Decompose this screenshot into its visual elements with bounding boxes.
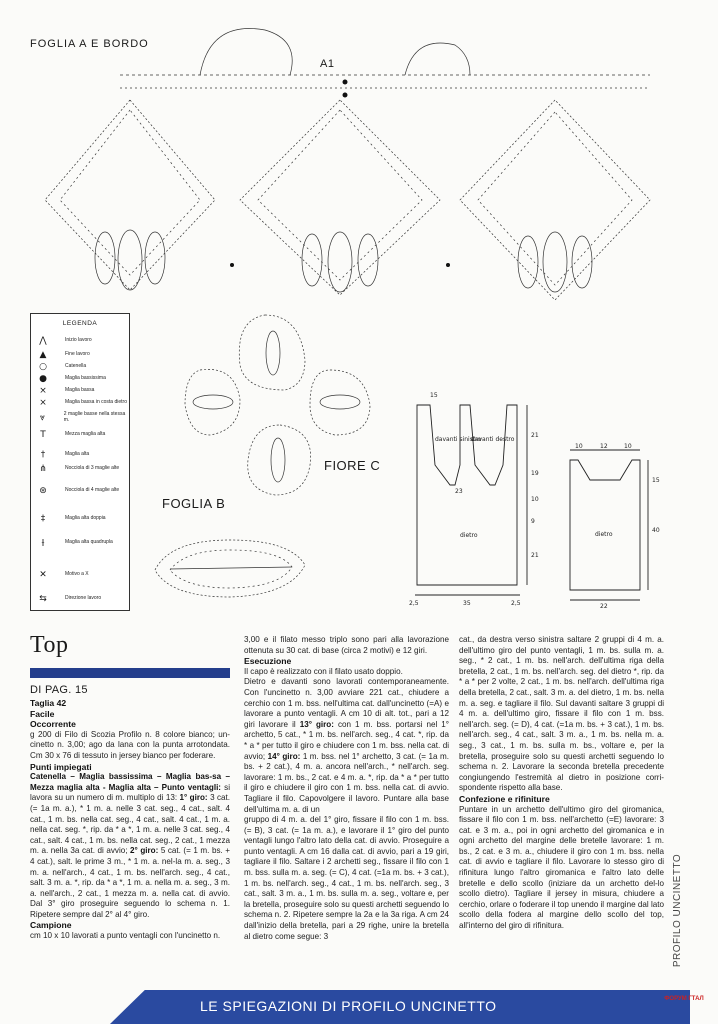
leaf-a-2 (240, 100, 440, 295)
legend-row: ‡ Maglia alta doppia (35, 514, 127, 524)
svg-text:35: 35 (463, 600, 471, 607)
svg-text:22: 22 (600, 603, 608, 610)
diagram-marker-a1: A1 (320, 58, 335, 70)
svg-text:40: 40 (652, 527, 660, 534)
article-title: Top (30, 632, 69, 658)
svg-text:19: 19 (531, 470, 539, 477)
schema-label-davanti-sinistro: davanti sinistro (435, 436, 482, 443)
svg-text:10: 10 (624, 443, 632, 450)
increase-icon: ⩔ (39, 412, 45, 423)
legend-row: ⊛ Nocciola di 4 maglie alte (35, 486, 127, 496)
schema-back-label: dietro (595, 531, 613, 538)
svg-text:21: 21 (531, 432, 539, 439)
footer-title: LE SPIEGAZIONI DI PROFILO UNCINETTO (200, 998, 497, 1014)
svg-text:15: 15 (430, 392, 438, 399)
article-column-1: Taglia 42 Facile Occorrente g 200 di Filo di Scozia Profilo n. 8 colore bianco; un-cinetto n. 3,00; ago da lana con la punta arrotondata. Cm 30 x 76 di tessuto in jersey bianco per foderare. Punti impiegati Catenella – Maglia bassissima – Maglia bas-sa – Mezza maglia alta - Maglia alta – Punto ventagli: si lavora su un numero di m. multiplo di 13: 1° giro: 3 cat. (= 1a m. a.), * 1 m. a. nelle 3 cat. seg., 4 cat., salt. 4 cat., 1 m. bs. nella cat. seg., 4 cat., salt. 4 cat., 1 m. a. nella cat. seg. *, rip. da * a *, 1 m. a. nelle 3 cat. seg., 4 cat., salt. 4 cat., 1 m. bs. nella cat. seg., 2 cat., 1 mezza m. a. nella 3a cat. di avvio; 2° giro: 5 cat. (= 1 m. bs. + 4 cat.), salt. le prime 3 m., * 1 m. a. nel-la m. a. seg., 3 m. a. nell'arch., 4 cat., 1 m. bs. nell'arch. seg., 4 cat., salt. 3 m. a. *, rip. da * a *, 1 m. a. nella m. a. seg., 3 m. a. nell'arch., 2 cat., 1 mezza m. a. nella cat. di avvio. Dal 3° giro proseguire seguendo lo schema n. 1. Ripetere sempre dal 2° al 4° giro. Campione cm 10 x 10 lavorati a punto ventagli con l'uncinetto n. (30, 698, 231, 941)
quadruple-treble-icon: ⫲ (41, 538, 45, 548)
svg-text:21: 21 (531, 552, 539, 559)
chain-icon: ○ (39, 362, 47, 372)
svg-text:23: 23 (455, 488, 463, 495)
single-crochet-icon: × (39, 386, 47, 396)
schema-body (405, 385, 555, 610)
slip-stitch-icon: ● (39, 374, 47, 384)
start-icon: ⋀ (39, 336, 47, 346)
legend-row: ● Maglia bassissima (35, 374, 127, 384)
legend-title: LEGENDA (62, 320, 98, 327)
legend-row: ⋔ Nocciola di 3 maglie alte (35, 464, 127, 474)
title-accent-bar (30, 668, 230, 678)
article-column-2: 3,00 e il filato messo triplo sono pari alla lavorazione ottenuta su 30 cat. di base (circa 2 motivi) e 12 giri. Esecuzione Il capo è realizzato con il filato usato doppio. Dietro e davanti sono lavorati contemporaneamente. Con l'uncinetto n. 3,00 avviare 221 cat., chiudere a cerchio con 1 m. bss. nell'ultima cat. dall'uncinetto (=A) e lavorare a punto ventagli. A cm 10 di alt. tot., pari a 12 giri lavorare il 13° giro: con 1 m. bss. portarsi nel 1° archetto, 5 cat., * 1 m. bs. nell'arch. seg., 4 cat. *, rip. da * a * per tutto il giro e chiudere con 1 m. bss. nella cat. di avvio; 14° giro: 1 m. bss. nel 1° archetto, 3 cat. (= 1a m. bs. + 2 cat.), 4 m. a. ancora nell'arch., * nell'arch. seg. lavorare: 1 m. bs., 2 cat. e 4 m. a. *, rip. da * a * per tutto il giro e chiudere il giro con 1 m. bss. nella cat. di avvio. Tagliare il filo. Capovolgere il lavoro. Puntare alla base dell'ultima m. a. di un gruppo di 4 m. a. del 1° giro, fissare il filo con 1 m. bss. (= B), 3 cat. (= 1a m. a.), e lavorare il 1° giro del punto ventagli lungo l'altro lato della cat. di avvio. Proseguire a punto ventagli. A cm 16 dalla cat. di avvio, pari a 19 giri, tagliare il filo. Saltare i 2 archetti seg., fissare il filo con 1 m. bss. sulla m. a. seg. (= C), 4 cat. (=1a m. bs. + 3 cat.), 1 m. bs. nell'arch. seg., 4 cat., 1 m. bs. nell'arch. seg., 3 cat., salt. 3 m. a., 1 m. bs. sulla m. a. seg., voltare e, per la bretella, proseguire solo su questi archetti seguendo lo schema n. 2. Ripetere sempre la 2a e la 3a riga. A cm 24 dall'inizio della bretella, pari a 29 righe, unire la bretella al dietro come segue: 3 (244, 635, 450, 941)
double-crochet-icon: † (40, 450, 46, 460)
side-section-label: PROFILO UNCINETTO (672, 853, 684, 967)
legend-row: ⩔ 2 maglie basse nella stessa m. (35, 412, 127, 423)
legend-row: ✕ Motivo a X (35, 570, 127, 580)
schema-label-davanti-destro: davanti destro (471, 436, 515, 443)
svg-text:10: 10 (531, 496, 539, 503)
direction-arrow-icon: ⇆ (39, 594, 47, 604)
legend-row: † Maglia alta (35, 450, 127, 460)
svg-text:2,5: 2,5 (511, 600, 521, 607)
article (0, 620, 718, 1024)
legend-row: × Maglia bassa (35, 386, 127, 396)
bobble-3-icon: ⋔ (39, 464, 47, 474)
svg-text:15: 15 (652, 477, 660, 484)
legend-row: T Mezza maglia alta (35, 430, 127, 440)
label-fiore-c: FIORE C (324, 458, 381, 473)
legend-row: ⇆ Direzione lavoro (35, 594, 127, 604)
label-foglia-b: FOGLIA B (162, 496, 226, 511)
legend-row: ○ Catenella (35, 362, 127, 372)
crochet-chart-leaves (0, 0, 718, 320)
end-icon: ▲ (39, 350, 47, 360)
forum-logo: ФОРУМ ГТАЛ (664, 996, 704, 1002)
legend-row: ⫲ Maglia alta quadrupla (35, 538, 127, 548)
treble-icon: ‡ (40, 514, 46, 524)
legend-box (30, 313, 130, 611)
diagram-title-foglia-bordo: FOGLIA A E BORDO (30, 38, 149, 50)
article-page-ref: DI PAG. 15 (30, 684, 88, 696)
svg-text:10: 10 (575, 443, 583, 450)
leaf-a-3 (460, 100, 650, 300)
legend-row: ⋀ Inizio lavoro (35, 336, 127, 346)
svg-text:12: 12 (600, 443, 608, 450)
legend-row: ▲ Fine lavoro (35, 350, 127, 360)
article-column-3: cat., da destra verso sinistra saltare 2 gruppi di 4 m. a. dell'ultimo giro del punto ventagli, 1 m. bs. sulla m. a. seg., * 2 cat., 1 m. bs. nell'arch. dell'ultima riga della bretella, 2 cat., 1 m. bs. nell'arch. seg. del dietro *, rip. da * a * per 2 volte, 2 cat., 1 m. bs. nell'arch. dell'ultima riga della bretella, 2 cat., salt. 3 m. a. del dietro, 1 m. bs. nella m. a. seg. e tagliare il filo. Sul davanti saltare 3 gruppi di 4 m. a. dell'ultimo giro, fissare il filo con 1 m. bss. nell'arch. seg. (= D), 4 cat. (=1a m. bs. + 3 cat.), 1 m. bs. nell'arch. seg., 4 cat., salt. 3 m. a., 1 m. bs. nella m. a. seg., 3 cat., 1 m. bs. sulla m. bs., voltare e, per la bretella, proseguire solo su questi archetti seguendo lo schema n. 2. Lavorare la seconda bretella precedente congiungendo l'estremità al dietro in posizione corri-spondente rispetto alla base. Confezione e rifiniture Puntare in un archetto dell'ultimo giro del giromanica, fissare il filo con 1 m. bss. nell'archetto (=E) lavorare: 3 cat. e 3 m. a., poi in ogni archetto del giromanica e in ogni archetto del margine delle bretelle lavorare: 1 m. bs., 2 cat. e 3 m. a., chiudere il giro con 1 m. bss. nella cat. di avvio e tagliare il filo. Lavorare lo stesso giro di rifinitura lungo l'altro giromanica e l'altro lato delle bretelle e dello scollo (iniziare da un archetto del-lo scollo dietro). Tagliare il jersey in misura, chiudere a cerchio, orlare o foderare il top unendo il margine dal lato scollo della fodera al margine dello scollo del top, all'interno del giro di rifinitura. (459, 635, 664, 931)
svg-text:2,5: 2,5 (409, 600, 419, 607)
schema-label-dietro: dietro (460, 532, 478, 539)
page-footer (0, 990, 718, 1024)
bobble-4-icon: ⊛ (39, 486, 47, 496)
leaf-a-1 (45, 100, 215, 290)
half-double-icon: T (40, 430, 46, 440)
svg-text:9: 9 (531, 518, 535, 525)
schema-back-piece (560, 440, 670, 610)
legend-row: ⨯ Maglia bassa in costa dietro (35, 398, 127, 408)
back-loop-icon: ⨯ (39, 398, 47, 408)
x-motif-icon: ✕ (39, 570, 47, 580)
